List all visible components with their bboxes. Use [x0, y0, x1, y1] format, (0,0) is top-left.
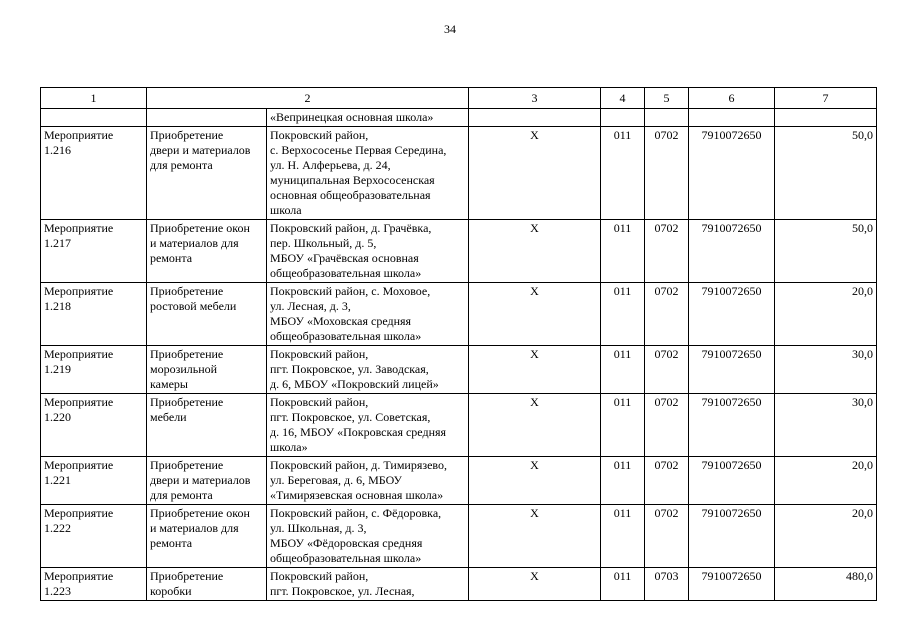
measure-cell-line: 1.221 [44, 473, 71, 487]
address-cell-line: МБОУ «Грачёвская основная [270, 251, 419, 265]
column-6-cell: 7910072650 [689, 283, 775, 346]
column-5-cell: 0703 [645, 568, 689, 601]
address-cell [267, 127, 469, 220]
continuation-row [41, 109, 877, 127]
header-cell-4: 4 [601, 88, 645, 109]
address-cell-line: школа» [270, 440, 308, 454]
column-6-cell: 7910072650 [689, 346, 775, 394]
column-3-cell: Х [469, 505, 601, 568]
name-cell-line: Приобретение [150, 458, 224, 472]
name-cell-line: Приобретение [150, 347, 224, 361]
address-cell [267, 346, 469, 394]
amount-cell: 20,0 [775, 283, 877, 346]
column-5-cell: 0702 [645, 220, 689, 283]
continuation-measure [41, 109, 147, 127]
column-5-cell: 0702 [645, 127, 689, 220]
address-cell [267, 220, 469, 283]
header-cell-6: 6 [689, 88, 775, 109]
measure-cell-line: Мероприятие [44, 221, 114, 235]
header-cell-3: 3 [469, 88, 601, 109]
address-cell-line: ул. Береговая, д. 6, МБОУ [270, 473, 403, 487]
name-cell-line: двери и материалов [150, 143, 251, 157]
table-row [41, 505, 877, 568]
table-row [41, 394, 877, 457]
address-cell-line: пгт. Покровское, ул. Заводская, [270, 362, 429, 376]
column-5-cell: 0702 [645, 283, 689, 346]
address-cell-line: Покровский район, с. Фёдоровка, [270, 506, 442, 520]
address-cell-line: ул. Школьная, д. 3, [270, 521, 367, 535]
address-cell [267, 568, 469, 601]
amount-cell: 20,0 [775, 505, 877, 568]
continuation-c4 [601, 109, 645, 127]
name-cell-line: ремонта [150, 251, 193, 265]
measure-cell-line: 1.218 [44, 299, 71, 313]
name-cell-line: камеры [150, 377, 188, 391]
name-cell [147, 568, 267, 601]
measure-cell-line: Мероприятие [44, 569, 114, 583]
name-cell-line: ростовой мебели [150, 299, 237, 313]
measure-cell-line: Мероприятие [44, 395, 114, 409]
address-cell-line: Покровский район, д. Грачёвка, [270, 221, 432, 235]
address-cell-line: «Тимирязевская основная школа» [270, 488, 444, 502]
address-cell-line: Покровский район, [270, 569, 369, 583]
column-6-cell: 7910072650 [689, 220, 775, 283]
measure-cell-line: Мероприятие [44, 347, 114, 361]
name-cell [147, 220, 267, 283]
table-row [41, 283, 877, 346]
address-cell-line: Покровский район, д. Тимирязево, [270, 458, 448, 472]
address-cell-line: Покровский район, [270, 347, 369, 361]
column-4-cell: 011 [601, 127, 645, 220]
column-3-cell: Х [469, 394, 601, 457]
amount-cell: 30,0 [775, 394, 877, 457]
address-cell-line: д. 16, МБОУ «Покровская средняя [270, 425, 447, 439]
measure-cell [41, 505, 147, 568]
amount-cell: 50,0 [775, 127, 877, 220]
address-cell-line: Покровский район, с. Моховое, [270, 284, 431, 298]
page-number: 34 [444, 22, 456, 36]
column-4-cell: 011 [601, 283, 645, 346]
header-cell-5: 5 [645, 88, 689, 109]
address-cell-line: муниципальная Верхососенская [270, 173, 435, 187]
address-cell-line: Покровский район, [270, 395, 369, 409]
measure-cell-line: Мероприятие [44, 128, 114, 142]
column-5-cell: 0702 [645, 505, 689, 568]
header-cell-1: 1 [41, 88, 147, 109]
column-3-cell: Х [469, 346, 601, 394]
address-cell-line: МБОУ «Фёдоровская средняя [270, 536, 423, 550]
column-4-cell: 011 [601, 346, 645, 394]
measure-cell [41, 346, 147, 394]
name-cell-line: морозильной [150, 362, 218, 376]
table-row [41, 220, 877, 283]
name-cell [147, 505, 267, 568]
column-4-cell: 011 [601, 220, 645, 283]
address-cell-line: МБОУ «Моховская средняя [270, 314, 412, 328]
continuation-address-line: «Вепринецкая основная школа» [270, 110, 434, 124]
name-cell-line: и материалов для [150, 521, 239, 535]
column-5-cell: 0702 [645, 394, 689, 457]
measure-cell-line: 1.219 [44, 362, 71, 376]
continuation-c3 [469, 109, 601, 127]
column-4-cell: 011 [601, 457, 645, 505]
address-cell-line: Покровский район, [270, 128, 369, 142]
continuation-c6 [689, 109, 775, 127]
table-row [41, 457, 877, 505]
column-3-cell: Х [469, 220, 601, 283]
address-cell [267, 394, 469, 457]
table-row [41, 127, 877, 220]
address-cell [267, 283, 469, 346]
amount-cell: 30,0 [775, 346, 877, 394]
address-cell-line: ул. Н. Алферьева, д. 24, [270, 158, 391, 172]
name-cell [147, 127, 267, 220]
name-cell-line: двери и материалов [150, 473, 251, 487]
continuation-name [147, 109, 267, 127]
address-cell-line: ул. Лесная, д. 3, [270, 299, 351, 313]
name-cell [147, 283, 267, 346]
table-row [41, 346, 877, 394]
column-6-cell: 7910072650 [689, 457, 775, 505]
measure-cell-line: Мероприятие [44, 458, 114, 472]
column-4-cell: 011 [601, 394, 645, 457]
name-cell-line: Приобретение [150, 395, 224, 409]
name-cell [147, 394, 267, 457]
measure-cell-line: 1.222 [44, 521, 71, 535]
address-cell-line: д. 6, МБОУ «Покровский лицей» [270, 377, 439, 391]
measure-cell [41, 457, 147, 505]
address-cell [267, 457, 469, 505]
measure-cell-line: 1.223 [44, 584, 71, 598]
address-cell [267, 505, 469, 568]
name-cell-line: Приобретение [150, 128, 224, 142]
name-cell-line: Приобретение [150, 569, 224, 583]
column-3-cell: Х [469, 457, 601, 505]
column-6-cell: 7910072650 [689, 127, 775, 220]
column-3-cell: Х [469, 283, 601, 346]
name-cell-line: Приобретение окон [150, 506, 250, 520]
column-4-cell: 011 [601, 505, 645, 568]
table-row [41, 568, 877, 601]
amount-cell: 20,0 [775, 457, 877, 505]
amount-cell: 480,0 [775, 568, 877, 601]
name-cell-line: Приобретение [150, 284, 224, 298]
column-6-cell: 7910072650 [689, 505, 775, 568]
amount-cell: 50,0 [775, 220, 877, 283]
address-cell-line: школа [270, 203, 302, 217]
measure-cell-line: Мероприятие [44, 284, 114, 298]
name-cell-line: ремонта [150, 536, 193, 550]
measure-cell-line: 1.217 [44, 236, 71, 250]
header-row [41, 88, 877, 109]
column-3-cell: Х [469, 568, 601, 601]
name-cell-line: коробки [150, 584, 192, 598]
address-cell-line: общеобразовательная школа» [270, 266, 422, 280]
measure-cell-line: 1.220 [44, 410, 71, 424]
measure-cell [41, 394, 147, 457]
name-cell [147, 457, 267, 505]
header-cell-7: 7 [775, 88, 877, 109]
continuation-c5 [645, 109, 689, 127]
address-cell-line: пгт. Покровское, ул. Советская, [270, 410, 431, 424]
measure-cell [41, 568, 147, 601]
address-cell-line: пгт. Покровское, ул. Лесная, [270, 584, 415, 598]
name-cell-line: для ремонта [150, 158, 213, 172]
measure-cell-line: Мероприятие [44, 506, 114, 520]
column-5-cell: 0702 [645, 346, 689, 394]
address-cell-line: основная общеобразовательная [270, 188, 431, 202]
name-cell-line: Приобретение окон [150, 221, 250, 235]
name-cell [147, 346, 267, 394]
address-cell-line: с. Верхососенье Первая Середина, [270, 143, 447, 157]
column-5-cell: 0702 [645, 457, 689, 505]
measure-cell [41, 220, 147, 283]
column-3-cell: Х [469, 127, 601, 220]
budget-table [40, 87, 877, 601]
continuation-c7 [775, 109, 877, 127]
column-6-cell: 7910072650 [689, 568, 775, 601]
address-cell-line: пер. Школьный, д. 5, [270, 236, 377, 250]
measure-cell [41, 283, 147, 346]
name-cell-line: мебели [150, 410, 187, 424]
header-cell-2: 2 [147, 88, 469, 109]
name-cell-line: и материалов для [150, 236, 239, 250]
measure-cell-line: 1.216 [44, 143, 71, 157]
address-cell-line: общеобразовательная школа» [270, 551, 422, 565]
continuation-address [267, 109, 469, 127]
column-6-cell: 7910072650 [689, 394, 775, 457]
name-cell-line: для ремонта [150, 488, 213, 502]
column-4-cell: 011 [601, 568, 645, 601]
address-cell-line: общеобразовательная школа» [270, 329, 422, 343]
measure-cell [41, 127, 147, 220]
